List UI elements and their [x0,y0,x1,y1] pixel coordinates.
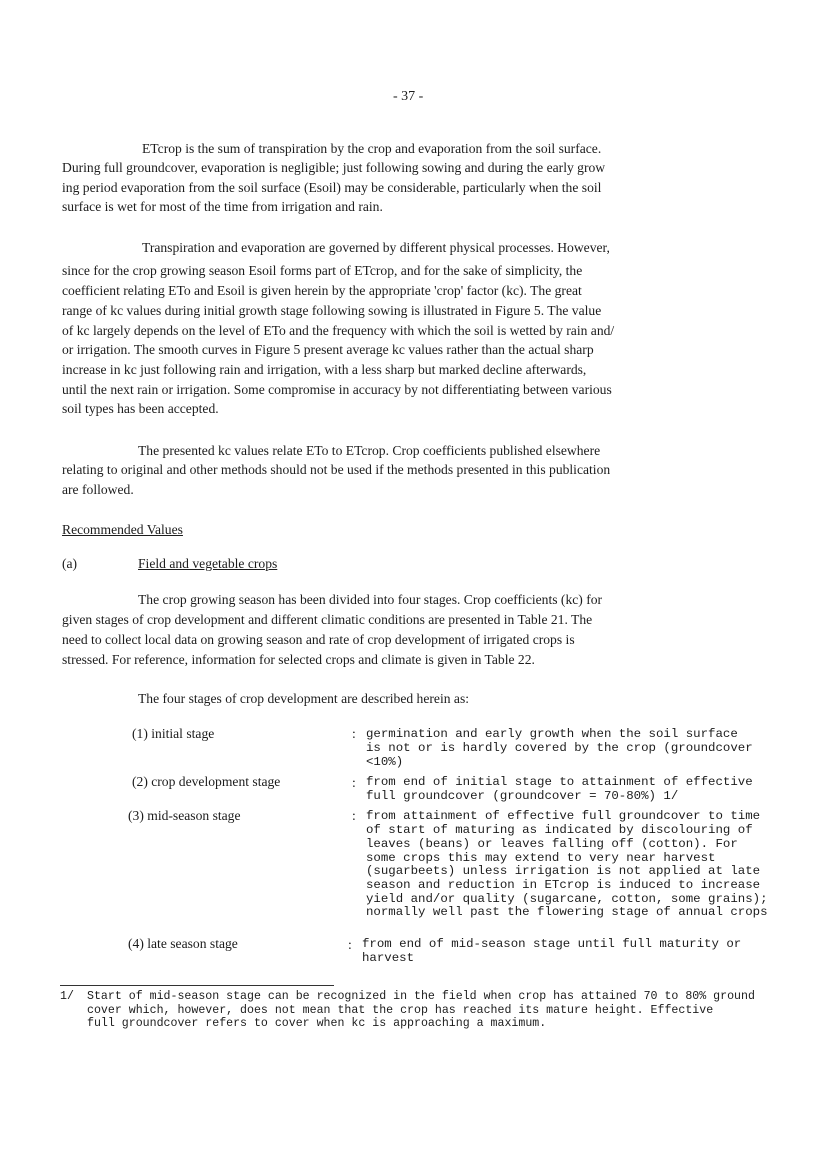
stage-description-line: <10%) [366,755,404,769]
text-line: soil types has been accepted. [62,401,219,416]
text-line: are followed. [62,482,134,497]
text-line: relating to original and other methods should not be used if the methods presented in this publication [62,462,611,477]
stage-description-line: from end of mid-season stage until full maturity or [362,937,742,951]
footnote-line: full groundcover refers to cover when kc is approaching a maximum. [87,1017,547,1030]
stage-description-line: full groundcover (groundcover = 70-80%) 1/ [366,789,679,803]
stage-label: (1) initial stage [132,726,215,741]
stage-label: (4) late season stage [128,936,238,951]
stage-separator: : [352,726,356,741]
text-line: of kc largely depends on the level of ETo and the frequency with which the soil is wetted by rain and/ [62,323,615,338]
footnote-line: Start of mid-season stage can be recognized in the field when crop has attained 70 to 80% ground [87,990,755,1003]
text-line: or irrigation. The smooth curves in Figure 5 present average kc values rather than the actual sharp [62,342,594,357]
stage-description-line: (sugarbeets) unless irrigation is not applied at late [366,864,761,878]
stage-separator: : [348,937,352,952]
stage-description-line: from attainment of effective full groundcover to time [366,809,761,823]
stage-description-line: germination and early growth when the soil surface [366,727,738,741]
stage-separator: : [352,808,356,823]
text-line: need to collect local data on growing season and rate of crop development of irrigated crops is [62,632,575,647]
text-line: given stages of crop development and different climatic conditions are presented in Table 21. The [62,612,593,627]
stage-description-line: season and reduction in ETcrop is induced to increase [366,878,761,892]
stage-separator: : [352,775,356,790]
text-line: until the next rain or irrigation. Some compromise in accuracy by not differentiating between various [62,382,612,397]
stage-label: (3) mid-season stage [128,808,241,823]
footnote-marker: 1/ [60,990,74,1003]
text-line: range of kc values during initial growth stage following sowing is illustrated in Figure 5. The value [62,303,602,318]
stage-description-line: of start of maturing as indicated by discolouring of [366,823,753,837]
stage-description-line: harvest [362,951,415,965]
stage-description-line: from end of initial stage to attainment of effective [366,775,753,789]
text-line: Transpiration and evaporation are governed by different physical processes. However, [142,240,610,255]
stage-description-line: leaves (beans) or leaves falling off (cotton). For [366,837,738,851]
text-line: stressed. For reference, information for selected crops and climate is given in Table 22. [62,652,535,667]
subsection-marker: (a) [62,556,78,571]
text-line: since for the crop growing season Esoil forms part of ETcrop, and for the sake of simplicity, the [62,263,583,278]
stage-description-line: some crops this may extend to very near harvest [366,851,716,865]
text-line: The crop growing season has been divided into four stages. Crop coefficients (kc) for [138,592,603,607]
stage-description-line: yield and/or quality (sugarcane, cotton, some grains); [366,892,768,906]
stages-intro: The four stages of crop development are described herein as: [138,691,470,706]
text-line: The presented kc values relate ETo to ETcrop. Crop coefficients published elsewhere [138,443,601,458]
page-number: - 37 - [393,89,424,104]
text-line: increase in kc just following rain and irrigation, with a less sharp but marked decline afterwards, [62,362,587,377]
stage-description-line: is not or is hardly covered by the crop (groundcover [366,741,753,755]
footnote-line: cover which, however, does not mean that the crop has reached its mature height. Effective [87,1004,714,1017]
text-line: ETcrop is the sum of transpiration by the crop and evaporation from the soil surface. [142,141,602,156]
text-line: surface is wet for most of the time from irrigation and rain. [62,199,383,214]
footnote-divider [60,985,334,986]
text-line: ing period evaporation from the soil surface (Esoil) may be considerable, particularly when the soil [62,180,602,195]
text-line: During full groundcover, evaporation is negligible; just following sowing and during the early grow [62,160,606,175]
stage-description-line: normally well past the flowering stage of annual crops [366,905,768,919]
subsection-title: Field and vegetable crops [138,556,278,571]
section-heading: Recommended Values [62,522,183,537]
stage-label: (2) crop development stage [132,774,281,789]
text-line: coefficient relating ETo and Esoil is given herein by the appropriate 'crop' factor (kc). The great [62,283,582,298]
